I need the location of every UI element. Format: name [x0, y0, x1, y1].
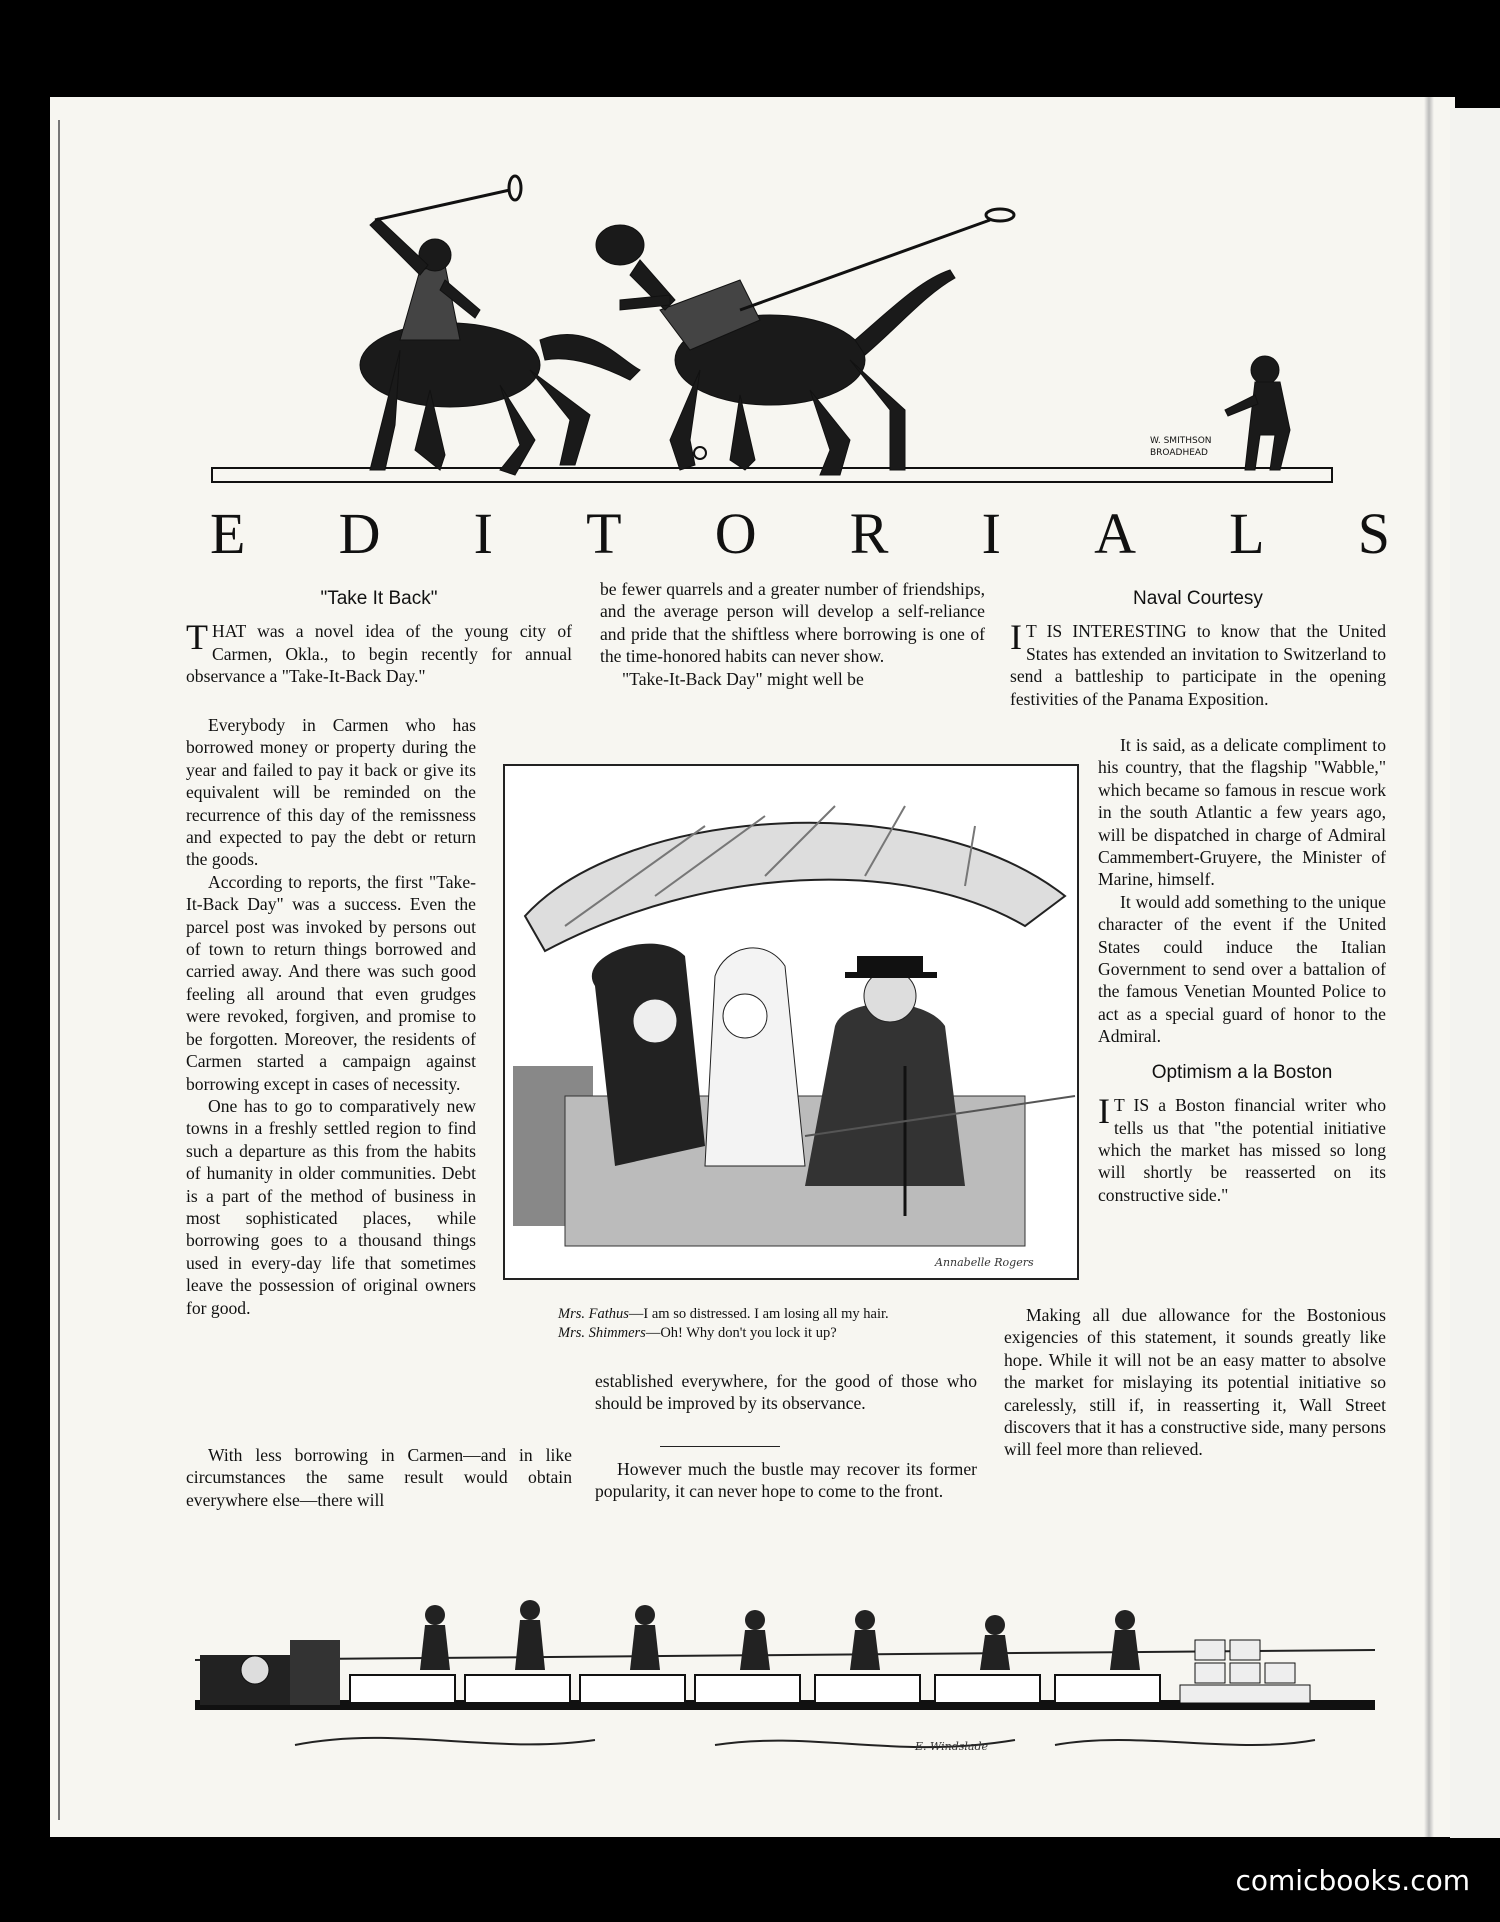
caption-line-1 — [558, 1305, 1038, 1324]
caption-line-2 — [558, 1324, 1038, 1343]
article-paragraph: Making all due allowance for the Bostonious exigencies of this statement, it sounds greatly like hope. While it will not be an easy matter to absolve the market for mislaying its potential initiative so carelessly, still if, in reasserting it, Wall Street discovers that it has a constructive side, many persons will feel more than relieved. — [1004, 1305, 1386, 1460]
editorials-heading — [210, 500, 1390, 567]
paragraph-text: T IS INTERESTING to know that the United States has extended an invitation to Switzerland to send a battleship to participate in the opening festivities of the Panama Exposition. — [1010, 621, 1386, 709]
heading-letter: D — [338, 501, 381, 566]
heading-letter: I — [981, 501, 1001, 566]
umbrella-ladies-illustration-frame — [503, 764, 1079, 1280]
svg-text:Annabelle Rogers: Annabelle Rogers — [935, 1256, 1034, 1269]
article-paragraph: With less borrowing in Carmen—and in like circumstances the same result would obtain everywhere else—there will — [186, 1445, 572, 1510]
heading-letter: A — [1094, 501, 1136, 566]
umbrella-ladies-illustration — [505, 766, 1077, 1278]
page-border-line — [58, 120, 60, 1820]
article-paragraph — [186, 617, 572, 687]
column-2-bottom — [595, 1370, 977, 1415]
article-paragraph: "Take-It-Back Day" might well be — [622, 668, 864, 689]
article-paragraph: Everybody in Carmen who has borrowed money or property during the year and failed to pay it back or give its equivalent will be reminded on the recurrence of this day of the remissness and expected to pay the debt or return the goods. — [186, 715, 476, 870]
heading-letter: L — [1229, 501, 1265, 566]
caption-text: —Oh! Why don't you lock it up? — [645, 1325, 837, 1341]
paragraph-text: HAT was a novel idea of the young city of Carmen, Okla., to begin recently for annual observance a "Take-It-Back Day." — [186, 621, 572, 687]
column-3-bottom — [1004, 1304, 1386, 1461]
column-1-narrow — [186, 714, 476, 1319]
article-paragraph — [1098, 1091, 1386, 1206]
caption-text: —I am so distressed. I am losing all my hair. — [628, 1306, 889, 1322]
watermark: comicbooks.com — [1235, 1864, 1470, 1897]
drop-cap: I — [1010, 617, 1022, 658]
article-paragraph: One has to go to comparatively new towns in a freshly settled region to find such a departure as this from the habits of humanity in older communities. Debt is a part of the method of business in most sophisticated places, while borrowing goes to a thousand things used in every-day life that sometimes leave the possession of original owners for good. — [186, 1095, 476, 1318]
column-3-narrow — [1098, 734, 1386, 1206]
article-paragraph: According to reports, the first "Take-It-Back Day" was a success. Even the parcel post was invoked by persons out of town to return things borrowed and carried away. And there was such good feeling all around that even grudges were revoked, forgiven, and promise to be forgotten. Moreover, the residents of Carmen started a campaign against borrowing except in cases of necessity. — [186, 871, 476, 1094]
article-paragraph — [1010, 617, 1386, 710]
page-gutter — [1424, 97, 1434, 1837]
caption-speaker: Mrs. Fathus — [558, 1306, 629, 1322]
heading-letter: R — [849, 501, 889, 566]
paragraph-text: T IS a Boston financial writer who tells us that "the potential initiative which the market has missed so long will shortly be reasserted on its constructive side." — [1098, 1095, 1386, 1205]
article-paragraph: established everywhere, for the good of those who should be improved by its observance. — [595, 1371, 977, 1414]
drop-cap: T — [186, 617, 208, 658]
svg-text:BROADHEAD: BROADHEAD — [1150, 448, 1208, 458]
drop-cap: I — [1098, 1091, 1110, 1132]
article-title-optimism: Optimism a la Boston — [1151, 1061, 1333, 1083]
heading-letter: T — [586, 501, 622, 566]
toy-train-illustration — [195, 1545, 1375, 1760]
column-1-top — [186, 588, 572, 688]
column-2-top — [600, 578, 985, 690]
section-divider — [660, 1446, 780, 1447]
article-paragraph: However much the bustle may recover its former popularity, it can never hope to come to the front. — [595, 1459, 977, 1502]
heading-letter: O — [714, 501, 757, 566]
heading-letter: E — [210, 501, 246, 566]
column-3-top — [1010, 588, 1386, 710]
article-paragraph: be fewer quarrels and a greater number of friendships, and the average person will develop a self-reliance and pride that the shiftless where borrowing is one of the time-honored habits can never show. — [600, 579, 985, 667]
centaur-polo-illustration — [200, 170, 1360, 490]
heading-letter: S — [1357, 501, 1390, 566]
article-paragraph: It would add something to the unique character of the event if the United States could induce the Italian Government to send over a battalion of the famous Venetian Mounted Police to act as a special guard of honor to the Admiral. — [1098, 891, 1386, 1047]
column-1-bottom — [186, 1444, 572, 1511]
column-2-bottom-2 — [595, 1458, 977, 1503]
article-title-naval-courtesy: Naval Courtesy — [1133, 588, 1263, 609]
facing-page-edge — [1450, 108, 1500, 1838]
article-paragraph: It is said, as a delicate compliment to his country, that the flagship "Wabble," which became so famous in rescue work in the south Atlantic a few years ago, will be dispatched in charge of Admiral Cammembert-Gruyere, the Minister of Marine, himself. — [1098, 735, 1386, 890]
illustration-caption — [558, 1305, 1038, 1343]
svg-text:W. SMITHSON: W. SMITHSON — [1150, 436, 1212, 446]
article-title-take-it-back: "Take It Back" — [320, 588, 438, 609]
svg-text:E. Windslade: E. Windslade — [915, 1740, 989, 1753]
heading-letter: I — [473, 501, 493, 566]
caption-speaker: Mrs. Shimmers — [558, 1325, 646, 1341]
